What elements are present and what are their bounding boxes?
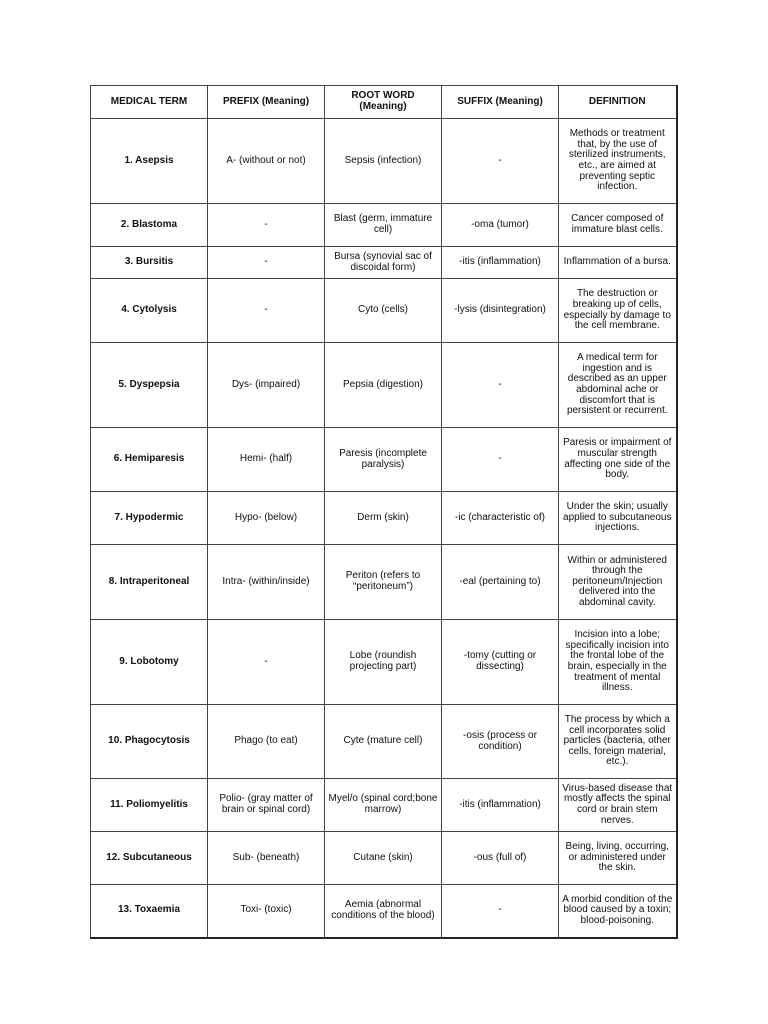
table-row bbox=[91, 279, 677, 343]
prefix-cell: Sub- (beneath) bbox=[208, 832, 325, 885]
definition-cell: Within or administered through the peritoneum/Injection delivered into the abdominal cavity. bbox=[559, 545, 677, 620]
prefix-cell: - bbox=[208, 204, 325, 247]
root-word-cell: Periton (refers to “peritoneum”) bbox=[325, 545, 442, 620]
prefix-cell: - bbox=[208, 620, 325, 705]
prefix-cell: Phago (to eat) bbox=[208, 705, 325, 779]
table-row bbox=[91, 832, 677, 885]
suffix-cell: -itis (inflammation) bbox=[442, 779, 559, 832]
table-row bbox=[91, 343, 677, 428]
definition-cell: Inflammation of a bursa. bbox=[559, 247, 677, 279]
term-cell: 12. Subcutaneous bbox=[91, 832, 208, 885]
header-suffix: SUFFIX (Meaning) bbox=[442, 86, 559, 119]
table-row bbox=[91, 428, 677, 492]
definition-cell: Methods or treatment that, by the use of sterilized instruments, etc., are aimed at preventing septic infection. bbox=[559, 119, 677, 204]
term-cell: 7. Hypodermic bbox=[91, 492, 208, 545]
suffix-cell: - bbox=[442, 343, 559, 428]
root-word-cell: Aemia (abnormal conditions of the blood) bbox=[325, 885, 442, 938]
term-cell: 6. Hemiparesis bbox=[91, 428, 208, 492]
definition-cell: Under the skin; usually applied to subcutaneous injections. bbox=[559, 492, 677, 545]
prefix-cell: Dys- (impaired) bbox=[208, 343, 325, 428]
suffix-cell: -ic (characteristic of) bbox=[442, 492, 559, 545]
prefix-cell: Toxi- (toxic) bbox=[208, 885, 325, 938]
term-cell: 5. Dyspepsia bbox=[91, 343, 208, 428]
table-row bbox=[91, 247, 677, 279]
header-medical-term: MEDICAL TERM bbox=[91, 86, 208, 119]
term-cell: 4. Cytolysis bbox=[91, 279, 208, 343]
suffix-cell: -tomy (cutting or dissecting) bbox=[442, 620, 559, 705]
term-cell: 1. Asepsis bbox=[91, 119, 208, 204]
root-word-cell: Cyte (mature cell) bbox=[325, 705, 442, 779]
suffix-cell: -lysis (disintegration) bbox=[442, 279, 559, 343]
suffix-cell: - bbox=[442, 428, 559, 492]
suffix-cell: -ous (full of) bbox=[442, 832, 559, 885]
prefix-cell: A- (without or not) bbox=[208, 119, 325, 204]
definition-cell: Paresis or impairment of muscular strength affecting one side of the body. bbox=[559, 428, 677, 492]
root-word-cell: Cutane (skin) bbox=[325, 832, 442, 885]
term-cell: 10. Phagocytosis bbox=[91, 705, 208, 779]
term-cell: 2. Blastoma bbox=[91, 204, 208, 247]
root-word-cell: Lobe (roundish projecting part) bbox=[325, 620, 442, 705]
table-row bbox=[91, 492, 677, 545]
suffix-cell: -osis (process or condition) bbox=[442, 705, 559, 779]
definition-cell: The destruction or breaking up of cells, especially by damage to the cell membrane. bbox=[559, 279, 677, 343]
term-cell: 13. Toxaemia bbox=[91, 885, 208, 938]
definition-cell: Being, living, occurring, or administered under the skin. bbox=[559, 832, 677, 885]
table-body bbox=[91, 119, 677, 938]
header-prefix: PREFIX (Meaning) bbox=[208, 86, 325, 119]
term-cell: 3. Bursitis bbox=[91, 247, 208, 279]
prefix-cell: Hemi- (half) bbox=[208, 428, 325, 492]
table-row bbox=[91, 885, 677, 938]
definition-cell: Virus-based disease that mostly affects the spinal cord or brain stem nerves. bbox=[559, 779, 677, 832]
table-row bbox=[91, 779, 677, 832]
root-word-cell: Derm (skin) bbox=[325, 492, 442, 545]
prefix-cell: Polio- (gray matter of brain or spinal cord) bbox=[208, 779, 325, 832]
term-cell: 8. Intraperitoneal bbox=[91, 545, 208, 620]
definition-cell: A morbid condition of the blood caused by a toxin; blood-poisoning. bbox=[559, 885, 677, 938]
header-definition: DEFINITION bbox=[559, 86, 677, 119]
root-word-cell: Bursa (synovial sac of discoidal form) bbox=[325, 247, 442, 279]
term-cell: 9. Lobotomy bbox=[91, 620, 208, 705]
definition-cell: Cancer composed of immature blast cells. bbox=[559, 204, 677, 247]
table-row bbox=[91, 620, 677, 705]
definition-cell: A medical term for ingestion and is described as an upper abdominal ache or discomfort that is persistent or recurrent. bbox=[559, 343, 677, 428]
suffix-cell: -itis (inflammation) bbox=[442, 247, 559, 279]
suffix-cell: - bbox=[442, 885, 559, 938]
prefix-cell: - bbox=[208, 279, 325, 343]
header-root-word: ROOT WORD (Meaning) bbox=[325, 86, 442, 119]
table-row bbox=[91, 545, 677, 620]
definition-cell: Incision into a lobe; specifically incision into the frontal lobe of the brain, especially in the treatment of mental illness. bbox=[559, 620, 677, 705]
prefix-cell: Intra- (within/inside) bbox=[208, 545, 325, 620]
root-word-cell: Paresis (incomplete paralysis) bbox=[325, 428, 442, 492]
medical-terms-table bbox=[90, 85, 678, 939]
root-word-cell: Pepsia (digestion) bbox=[325, 343, 442, 428]
suffix-cell: - bbox=[442, 119, 559, 204]
root-word-cell: Sepsis (infection) bbox=[325, 119, 442, 204]
root-word-cell: Myel/o (spinal cord;bone marrow) bbox=[325, 779, 442, 832]
root-word-cell: Blast (germ, immature cell) bbox=[325, 204, 442, 247]
table-row bbox=[91, 204, 677, 247]
prefix-cell: Hypo- (below) bbox=[208, 492, 325, 545]
prefix-cell: - bbox=[208, 247, 325, 279]
suffix-cell: -oma (tumor) bbox=[442, 204, 559, 247]
term-cell: 11. Poliomyelitis bbox=[91, 779, 208, 832]
table-row bbox=[91, 705, 677, 779]
root-word-cell: Cyto (cells) bbox=[325, 279, 442, 343]
table-header-row bbox=[91, 86, 677, 119]
table-row bbox=[91, 119, 677, 204]
definition-cell: The process by which a cell incorporates solid particles (bacteria, other cells, foreign material, etc.). bbox=[559, 705, 677, 779]
suffix-cell: -eal (pertaining to) bbox=[442, 545, 559, 620]
